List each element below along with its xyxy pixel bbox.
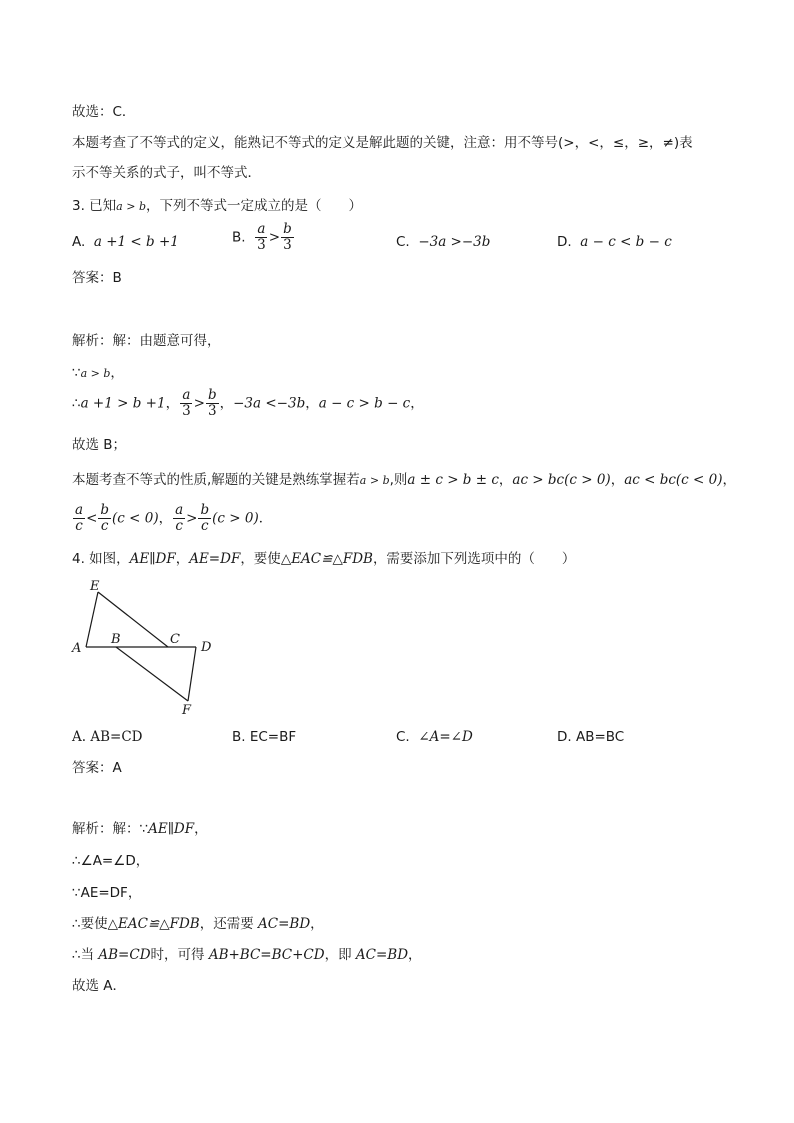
prev-note-line1: 本题考查了不等式的定义，能熟记不等式的定义是解此题的关键，注意：用不等号(>，<，≤，≥，≠)表 [72,135,693,151]
q4-choose: 故选 A． [72,978,127,994]
label-c: C [170,632,180,647]
q4-answer: 答案：A [72,760,122,776]
q3-t-frac-a: $\frac{a}{3}$ [182,387,191,419]
label-d: D [201,640,212,655]
label-a: A [72,641,82,656]
q4-analysis-2: ∴∠A=∠D， [72,853,150,869]
q3-n2-frac-b: $\frac{b}{c}$ [100,502,110,534]
label-f: F [182,703,192,718]
segment-df [188,647,196,701]
q4-option-d: D. AB=BC [557,729,625,745]
q3-n2-frac-c: $\frac{a}{c}$ [175,502,184,534]
q4-analysis-3: ∵AE=DF， [72,885,142,901]
q3-n2-frac-d: $\frac{b}{c}$ [200,502,210,534]
q3-b-frac-a: $\frac{a}{3}$ [257,221,266,253]
segment-ec [98,592,168,647]
q3-note-line2: $\frac{a}{c}$ < $\frac{b}{c}$ (c < 0)， $\frac{a}{c}$ > $\frac{b}{c}$ (c > 0)． [75,502,273,534]
q3-since-line: ∵a > b， [72,365,124,381]
q3-t-frac-b: $\frac{b}{3}$ [207,387,217,419]
label-e: E [90,579,100,594]
q3-stem: 3. 已知a > b，下列不等式一定成立的是（ ） [72,198,362,214]
q4-option-a: A. AB=CD [72,729,143,745]
geometry-figure [70,574,220,719]
label-b: B [111,632,121,647]
q3-option-b: B. $\frac{a}{3}$ > $\frac{b}{3}$ [232,221,292,253]
segment-bf [116,647,188,701]
q3-analysis-intro: 解析：解：由题意可得， [72,333,221,349]
q3-option-d: D. a − c < b − c [557,234,672,250]
q4-option-b: B. EC=BF [232,729,297,745]
q4-analysis-1: 解析：解：∵AE∥DF， [72,821,208,837]
q3-option-c: C. −3a >−3b [396,234,491,250]
q3-option-a: A. a +1 < b +1 [72,234,179,250]
prev-conclusion: 故选：C． [72,104,136,120]
q3-n2-frac-a: $\frac{a}{c}$ [75,502,84,534]
q4-analysis-5: ∴当 AB=CD时，可得 AB+BC=BC+CD，即 AC=BD， [72,947,422,963]
q4-analysis-4: ∴要使△EAC≌△FDB，还需要 AC=BD， [72,916,324,932]
q3-choose: 故选 B； [72,437,127,453]
prev-note-line2: 示不等关系的式子，叫不等式． [72,165,261,181]
q4-option-c: C. ∠A=∠D [396,729,473,745]
q3-therefore-line: ∴a +1 > b +1， $\frac{a}{3}$ > $\frac{b}{3}$ ，−3a <−3b，a − c > b − c， [72,387,424,419]
q3-note-line1: 本题考查不等式的性质,解题的关键是熟练掌握若a > b,则a ± c > b ± c，ac > bc(c > 0)，ac < bc(c < 0)， [72,472,736,488]
q3-b-frac-b: $\frac{b}{3}$ [283,221,292,253]
segment-ae [86,592,98,647]
q3-answer: 答案：B [72,270,122,286]
q4-stem: 4. 如图，AE∥DF，AE=DF，要使△EAC≌△FDB，需要添加下列选项中的（ ） [72,551,576,567]
